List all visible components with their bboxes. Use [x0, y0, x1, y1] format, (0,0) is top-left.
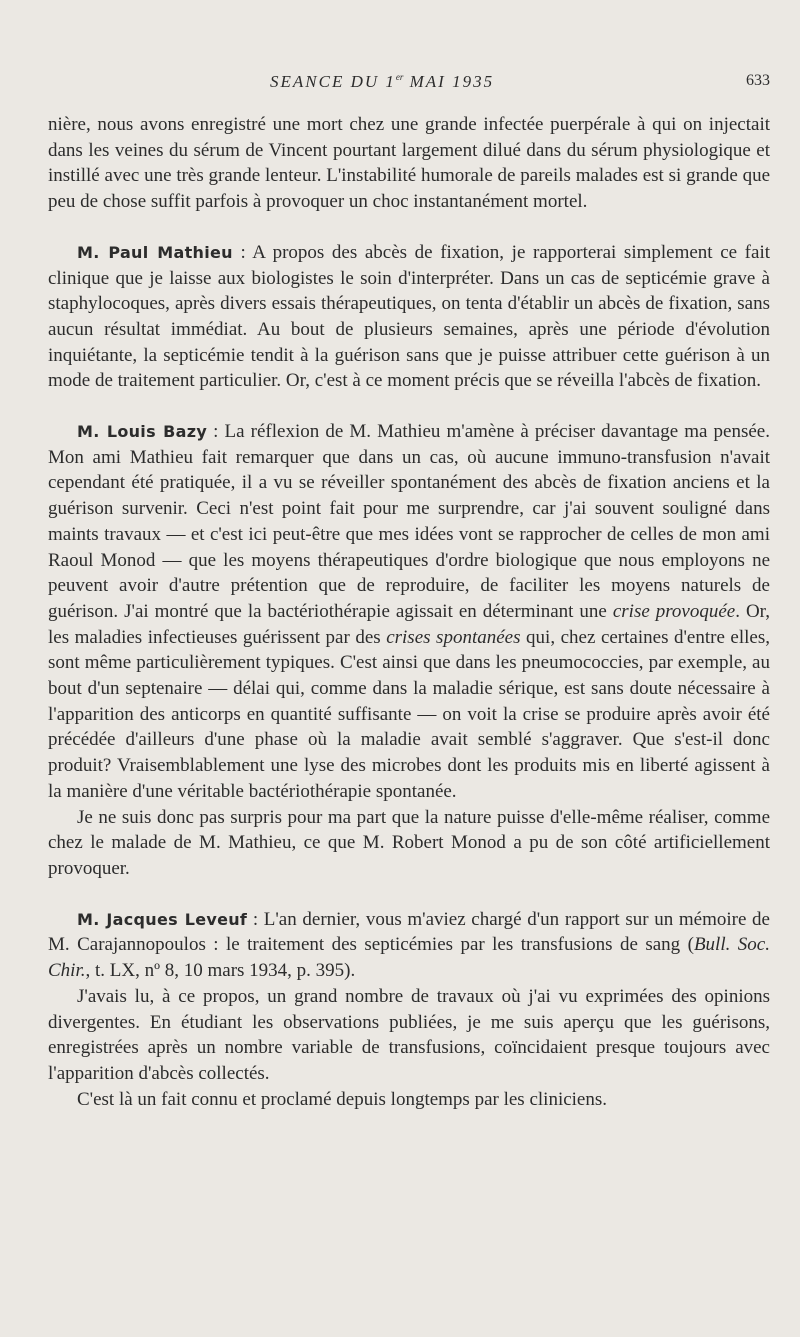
paragraph-text: J'avais lu, à ce propos, un grand nombre de travaux où j'ai vu exprimées des opinions divergentes. En étudiant les observations publiées, je me suis aperçu que les guérisons, enregistrées après un nombre variable de transfusions, coïncidaient presque toujours avec l'apparition d'abcès collectés.	[48, 985, 770, 1084]
speaker-label: Jacques Leveuf	[106, 909, 248, 929]
paragraph-text: : L'an dernier, vous m'aviez chargé d'un rapport sur un mémoire de M. Carajannopoulos : le traitement des septicémies par les transfusions de sang (	[48, 908, 770, 956]
paragraph-mathieu	[48, 240, 770, 394]
running-head-date: MAI 1935	[403, 72, 495, 91]
page-header	[48, 72, 770, 96]
speaker-prefix: M.	[77, 242, 109, 262]
running-head-superscript: er	[395, 72, 404, 82]
speaker-name	[77, 243, 233, 262]
paragraph-leveuf	[48, 907, 770, 984]
italic-term: crise provoquée	[612, 600, 736, 622]
paragraph-text: : La réflexion de M. Mathieu m'amène à préciser davantage ma pensée. Mon ami Mathieu fait remarquer que dans un cas, où aucune immuno-transfusion n'avait cependant été pratiquée, il a vu se réveiller spontanément des abcès de fixation anciens et la guérison survenir. Ceci n'est point fait pour me surprendre, car j'ai souvent souligné dans maints travaux — et c'est ici peut-être que mes idées vont se rapprocher de celles de mon ami Raoul Monod — que les moyens thérapeutiques d'ordre biologique que nous employons ne peuvent avoir d'autre prétention que de reproduire, de faciliter les moyens naturels de guérison. J'ai montré que la bactériothérapie agissait en déterminant une	[48, 421, 770, 622]
paragraph-text: C'est là un fait connu et proclamé depuis longtemps par les cliniciens.	[77, 1088, 608, 1110]
speaker-label: Paul Mathieu	[108, 242, 233, 262]
paragraph-bazy	[48, 419, 770, 805]
italic-term: crises spontanées	[386, 626, 521, 648]
speaker-prefix: M.	[77, 909, 107, 929]
speaker-name	[77, 422, 207, 441]
citation-journal: Bull. Soc. Chir.	[48, 934, 770, 982]
paragraph-continuation	[48, 112, 770, 215]
paragraph-bazy-conclusion	[48, 805, 770, 882]
speaker-prefix: M.	[77, 422, 107, 442]
paragraph-text: . Or, les maladies infectieuses guérissent par des	[48, 600, 770, 648]
speaker-name	[77, 910, 247, 929]
paragraph-text: Je ne suis donc pas surpris pour ma part que la nature puisse d'elle-même réaliser, comme chez le malade de M. Mathieu, ce que M. Robert Monod a pu de son côté artificiellement provoquer.	[48, 806, 770, 879]
paragraph-text: , t. LX, nº 8, 10 mars 1934, p. 395).	[85, 960, 356, 982]
speaker-label: Louis Bazy	[106, 422, 208, 442]
page-number: 633	[746, 72, 770, 89]
body-text	[48, 112, 770, 1112]
paragraph-text: qui, chez certaines d'entre elles, sont même particulièrement typiques. C'est ainsi que dans les pneumococcies, par exemple, au bout d'un septenaire — délai qui, comme dans la maladie sérique, est sans doute nécessaire à l'apparition des anticorps en quantité suffisante — on voit la crise se produire après avoir été précédée d'ailleurs d'une phase où la maladie avait semblé s'aggraver. Que s'est-il donc produit? Vraisemblablement une lyse des microbes dont les produits mis en liberté agissent à la manière d'une véritable bactériothérapie spontanée.	[48, 626, 770, 802]
running-head	[270, 72, 494, 92]
paragraph-text: : A propos des abcès de fixation, je rapporterai simplement ce fait clinique que je laisse aux biologistes le soin d'interpréter. Dans un cas de septicémie grave à staphylocoques, après divers essais thérapeutiques, on tenta d'établir un abcès de fixation, sans aucun résultat immédiat. Au bout de plusieurs semaines, après une période d'évolution inquiétante, la septicémie tendit à la guérison sans que je puisse attribuer cette guérison à un mode de traitement particulier. Or, c'est à ce moment précis que se réveilla l'abcès de fixation.	[48, 241, 770, 392]
paragraph-text: nière, nous avons enregistré une mort chez une grande infectée puerpérale à qui on injectait dans les veines du sérum de Vincent pourtant largement dilué dans du sérum physiologique et instillé avec une très grande lenteur. L'instabilité humorale de pareils malades est si grande que peu de chose suffit parfois à provoquer un choc instantanément mortel.	[48, 114, 770, 213]
paragraph-leveuf-2	[48, 984, 770, 1087]
running-head-text: SEANCE DU 1	[270, 72, 396, 91]
paragraph-leveuf-3	[48, 1087, 770, 1113]
